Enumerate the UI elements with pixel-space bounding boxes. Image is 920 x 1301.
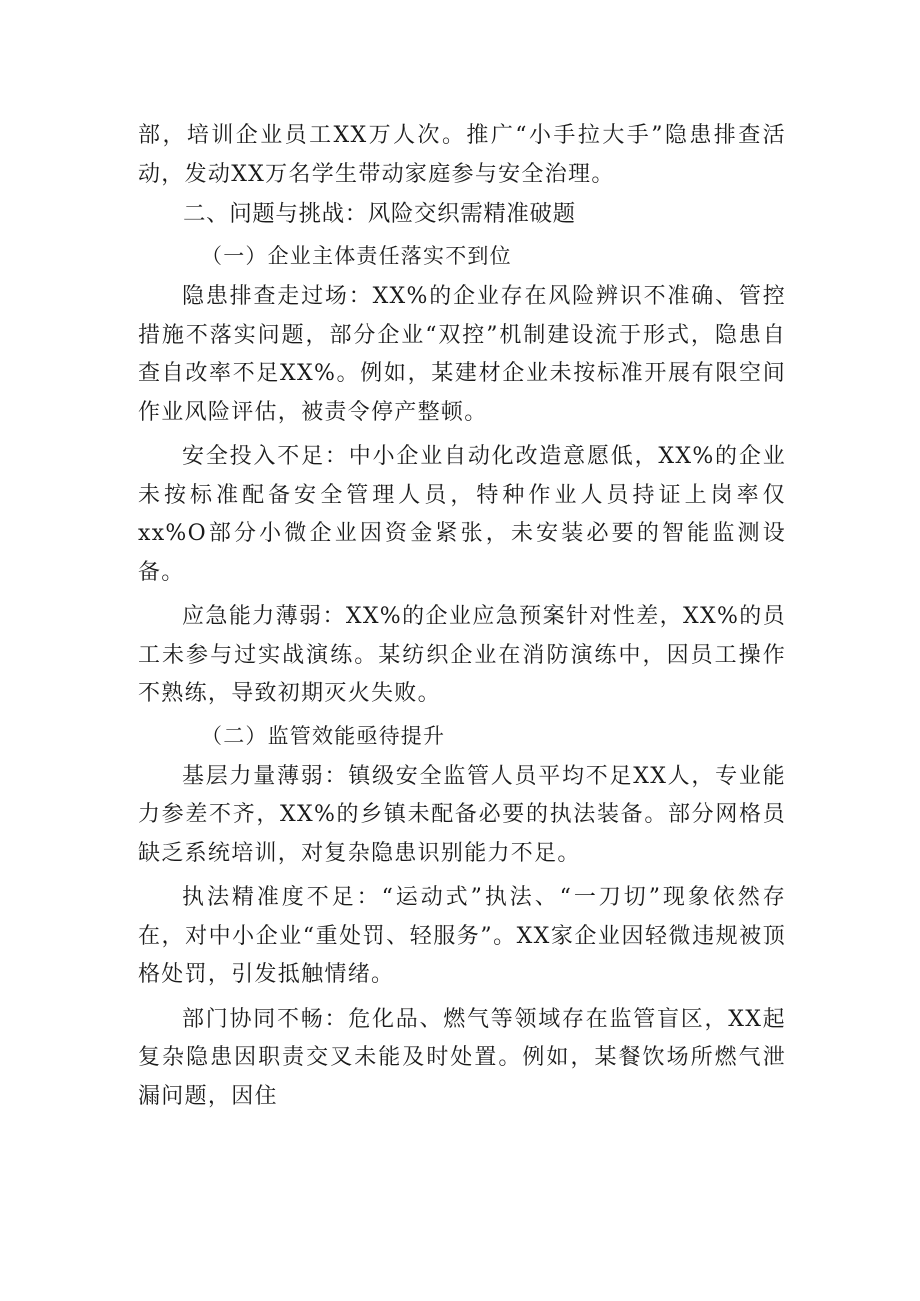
paragraph-enforcement-precision: 执法精准度不足：“运动式”执法、“一刀切”现象依然存在，对中小企业“重处罚、轻服务”。XX家企业因轻微违规被顶格处罚，引发抵触情绪。 <box>138 885 786 987</box>
paragraph-emergency-capability: 应急能力薄弱：XX%的企业应急预案针对性差，XX%的员工未参与过实战演练。某纺织企业在消防演练中，因员工操作不熟练，导致初期灭火失败。 <box>138 604 786 706</box>
paragraph-department-coordination: 部门协同不畅：危化品、燃气等领域存在监管盲区，XX起复杂隐患因职责交叉未能及时处置。例如，某餐饮场所燃气泄漏问题，因住 <box>138 1006 786 1109</box>
document-page <box>138 117 786 1116</box>
paragraph-safety-investment: 安全投入不足：中小企业自动化改造意愿低，XX%的企业未按标准配备安全管理人员，特种作业人员持证上岗率仅xx%O部分小微企业因资金紧张，未安装必要的智能监测设备。 <box>138 444 786 585</box>
section-heading-2: 二、问题与挑战：风险交织需精准破题 <box>183 201 576 227</box>
paragraph-grassroots-strength: 基层力量薄弱：镇级安全监管人员平均不足XX人，专业能力参差不齐，XX%的乡镇未配备必要的执法装备。部分网格员缺乏系统培训，对复杂隐患识别能力不足。 <box>138 763 786 866</box>
subsection-heading-1: （一）企业主体责任落实不到位 <box>201 244 512 268</box>
paragraph-hazard-inspection: 隐患排查走过场：XX%的企业存在风险辨识不准确、管控措施不落实问题，部分企业“双控”机制建设流于形式，隐患自查自改率不足XX%。例如，某建材企业未按标准开展有限空间作业风险评估，被责令停产整顿。 <box>138 284 786 425</box>
subsection-heading-2: （二）监管效能亟待提升 <box>201 723 446 748</box>
paragraph-continuation: 部，培训企业员工XX万人次。推广“小手拉大手”隐患排查活动，发动XX万名学生带动家庭参与安全治理。 <box>138 123 786 187</box>
